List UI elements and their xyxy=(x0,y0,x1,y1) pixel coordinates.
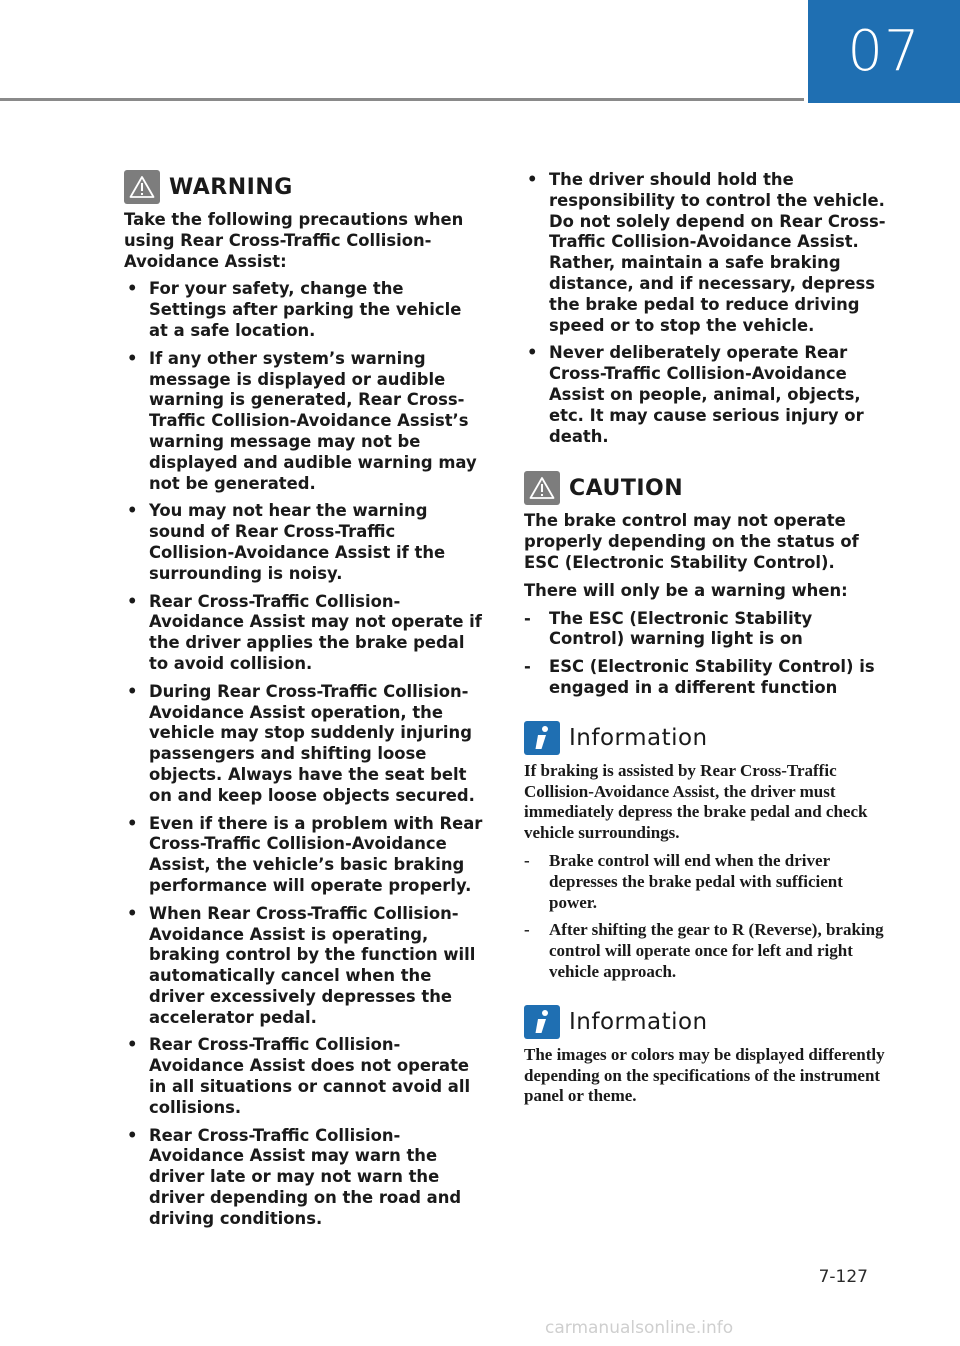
list-item xyxy=(124,592,484,675)
list-item xyxy=(124,349,484,495)
right-column xyxy=(524,170,886,1133)
top-rule xyxy=(0,98,804,101)
list-item-text: ESC (Electronic Stability Control) is engaged in a different function xyxy=(549,657,875,697)
dash-mark: - xyxy=(524,920,530,940)
list-item-text: During Rear Cross-Traffic Collision-Avoidance Assist operation, the vehicle may stop suddenly injuring passengers and shifting loose objects. Always have the seat belt on and keep loose objects secured. xyxy=(149,681,475,805)
bullet-mark: • xyxy=(127,813,138,833)
warning-list xyxy=(124,279,484,1229)
bullet-mark: • xyxy=(127,903,138,923)
warning-title: WARNING xyxy=(169,174,293,200)
list-item-text: After shifting the gear to R (Reverse), braking control will operate once for left and right vehicle approach. xyxy=(549,920,884,981)
information-paragraph: The images or colors may be displayed differently depending on the specifications of the instrument panel or theme. xyxy=(524,1044,885,1106)
list-item-text: When Rear Cross-Traffic Collision-Avoidance Assist is operating, braking control by the function will automatically cancel when the driver excessively depresses the accelerator pedal. xyxy=(149,903,476,1027)
list-item-text: For your safety, change the Settings after parking the vehicle at a safe location. xyxy=(149,279,462,340)
warning-triangle-icon xyxy=(124,170,160,204)
caution-list xyxy=(524,609,886,699)
bullet-mark: • xyxy=(127,279,138,299)
chapter-tab: 07 xyxy=(808,0,960,103)
list-item xyxy=(124,1035,484,1118)
list-item-text: If any other system’s warning message is displayed or audible warning is generated, Rear Cross-Traffic Collision-Avoidance Assist’s warning message may not be displayed and audible warning may not be generated. xyxy=(149,348,477,493)
list-item xyxy=(524,343,886,447)
bullet-mark: • xyxy=(127,591,138,611)
caution-header xyxy=(524,471,886,505)
bullet-mark: • xyxy=(127,681,138,701)
bullet-mark: • xyxy=(127,348,138,368)
information-paragraph: If braking is assisted by Rear Cross-Traffic Collision-Avoidance Assist, the driver must immediately depress the brake pedal and check vehicle surroundings. xyxy=(524,760,868,843)
bullet-mark: • xyxy=(527,343,538,363)
warning-intro: Take the following precautions when using Rear Cross-Traffic Collision-Avoidance Assist: xyxy=(124,210,464,271)
dash-mark: - xyxy=(524,850,530,870)
list-item xyxy=(124,904,484,1029)
info-icon xyxy=(524,1005,560,1039)
bullet-mark: • xyxy=(527,170,538,189)
watermark: carmanualsonline.info xyxy=(545,1318,734,1338)
bullet-mark: • xyxy=(127,1035,138,1055)
information-section xyxy=(524,721,886,983)
information-list xyxy=(524,851,886,983)
list-item-text: Rear Cross-Traffic Collision-Avoidance Assist may not operate if the driver applies the brake pedal to avoid collision. xyxy=(149,591,482,673)
warning-header xyxy=(124,170,484,204)
list-item-text: Rear Cross-Traffic Collision-Avoidance Assist may warn the driver late or may not warn the driver depending on the road and driving conditions. xyxy=(149,1125,462,1228)
caution-paragraph: There will only be a warning when: xyxy=(524,580,848,600)
left-column xyxy=(124,170,484,1237)
information-title: Information xyxy=(569,1008,708,1035)
page-number: 7-127 xyxy=(818,1267,868,1287)
warning-triangle-icon xyxy=(524,471,560,505)
warning-list-continued xyxy=(524,170,886,447)
info-icon xyxy=(524,721,560,755)
information-title: Information xyxy=(569,724,708,751)
caution-title: CAUTION xyxy=(569,475,684,501)
list-item-text: The ESC (Electronic Stability Control) warning light is on xyxy=(549,608,813,649)
dash-mark: - xyxy=(524,657,531,677)
information-header xyxy=(524,1005,886,1039)
list-item xyxy=(124,814,484,897)
list-item xyxy=(524,851,886,913)
list-item xyxy=(524,920,886,982)
list-item xyxy=(124,279,484,341)
warning-continued xyxy=(524,170,886,447)
list-item-text: Brake control will end when the driver depresses the brake pedal with sufficient power. xyxy=(549,850,843,912)
list-item-text: Never deliberately operate Rear Cross-Traffic Collision-Avoidance Assist on people, animal, objects, etc. It may cause serious injury or death. xyxy=(549,343,864,446)
caution-paragraph: The brake control may not operate properly depending on the status of ESC (Electronic Stability Control). xyxy=(524,511,859,572)
list-item xyxy=(524,657,886,699)
list-item xyxy=(124,501,484,584)
caution-section xyxy=(524,471,886,698)
list-item xyxy=(124,1126,484,1230)
information-section-2 xyxy=(524,1005,886,1107)
list-item-text: You may not hear the warning sound of Rear Cross-Traffic Collision-Avoidance Assist if the surrounding is noisy. xyxy=(149,501,446,583)
list-item xyxy=(524,170,886,336)
list-item xyxy=(524,609,886,651)
list-item-text: Rear Cross-Traffic Collision-Avoidance Assist does not operate in all situations or cannot avoid all collisions. xyxy=(149,1035,471,1117)
bullet-mark: • xyxy=(127,501,138,521)
dash-mark: - xyxy=(524,608,531,628)
list-item xyxy=(124,682,484,807)
list-item-text: Even if there is a problem with Rear Cross-Traffic Collision-Avoidance Assist, the vehicle’s basic braking performance will operate properly. xyxy=(149,813,483,895)
information-header xyxy=(524,721,886,755)
list-item-text: The driver should hold the responsibility to control the vehicle. Do not solely depend on Rear Cross-Traffic Collision-Avoidance Assist. Rather, maintain a safe braking distance, and if necessary, depress the brake pedal to reduce driving speed or to stop the vehicle. xyxy=(549,170,886,335)
bullet-mark: • xyxy=(127,1125,138,1145)
